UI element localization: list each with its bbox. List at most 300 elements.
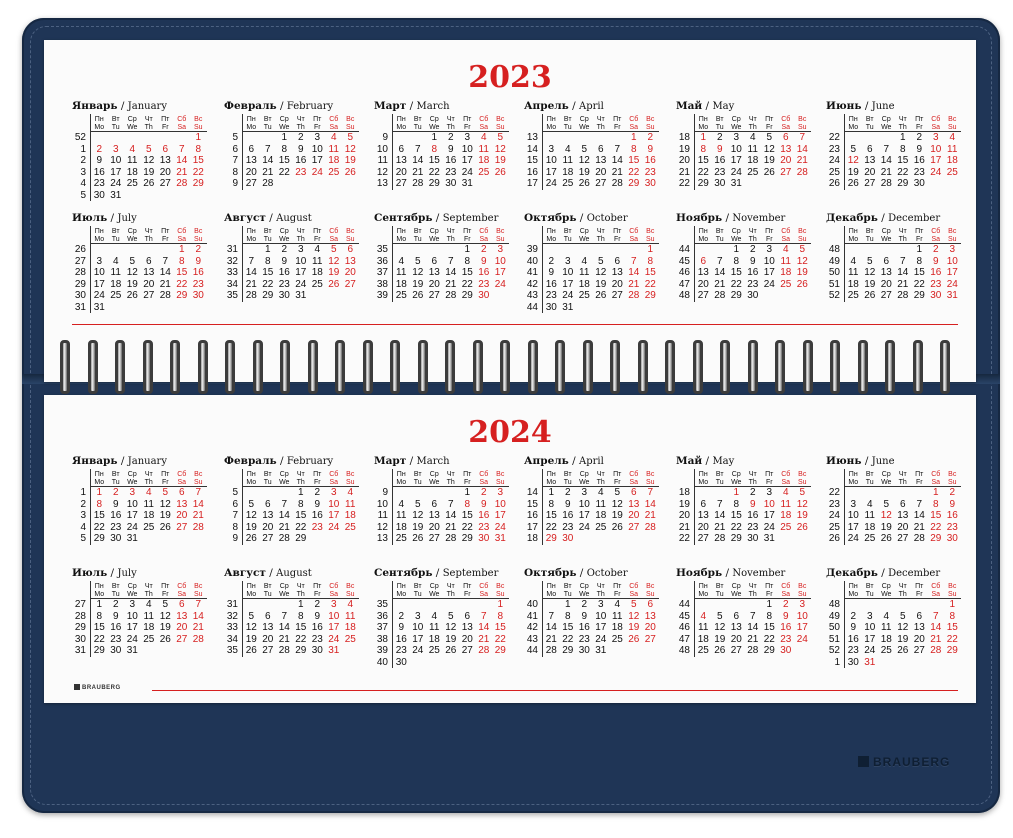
day-cell: 3 [497, 244, 504, 255]
weekday-header: Сб Sa [778, 114, 795, 132]
day-cell: 8 [647, 255, 654, 267]
day-cell: 8 [195, 143, 202, 155]
day-cell: 29 [730, 533, 742, 544]
weekday-header: Пт Fr [609, 469, 626, 487]
week-number: 35 [374, 244, 393, 256]
day-cell: 28 [930, 645, 942, 656]
weekday-header: Чт Th [443, 469, 460, 487]
week-number: 44 [676, 244, 695, 256]
day-cell: 30 [747, 290, 759, 301]
day-cell: 5 [414, 255, 421, 267]
month-title: Октябрь / October [524, 212, 628, 224]
day-cell: 21 [747, 633, 759, 645]
day-cell: 10 [295, 255, 307, 267]
day-cell: 23 [395, 645, 407, 656]
day-cell: 7 [716, 498, 723, 510]
day-cell: 3 [799, 599, 806, 610]
day-cell: 20 [428, 521, 440, 533]
weekday-header: Сб Sa [174, 226, 191, 244]
weekday-header: Пт Fr [157, 114, 174, 132]
day-cell: 22 [897, 166, 909, 178]
day-cell: 5 [581, 143, 588, 155]
month-name-ru: Март [374, 100, 407, 112]
day-cell: 7 [916, 498, 923, 510]
week-number: 26 [826, 178, 845, 190]
week-number: 30 [72, 634, 91, 646]
day-cell: 14 [192, 498, 204, 510]
day-cell: 27 [611, 290, 623, 301]
day-cell: 1 [916, 244, 923, 255]
month-title: Март / March [374, 455, 450, 467]
month-name-ru: Август [224, 212, 266, 224]
day-cell: 1 [195, 132, 202, 143]
day-cell: 16 [110, 510, 122, 521]
day-cell: 25 [780, 278, 792, 290]
day-cell: 16 [278, 267, 290, 278]
weekday-header: Пн Mo [695, 226, 712, 244]
day-cell: 20 [176, 622, 188, 633]
week-number: 4 [72, 522, 91, 534]
day-cell: 17 [494, 510, 506, 521]
month-title: Март / March [374, 100, 450, 112]
day-cell: 4 [145, 487, 152, 498]
day-cell: 12 [897, 622, 909, 633]
week-number: 31 [224, 599, 243, 611]
week-number: 37 [374, 267, 393, 279]
day-cell: 12 [412, 267, 424, 278]
day-cell: 11 [429, 622, 440, 633]
day-cell: 11 [143, 498, 154, 510]
day-cell: 31 [494, 533, 506, 544]
day-cell: 13 [176, 498, 188, 510]
day-cell: 1 [700, 132, 707, 143]
day-cell: 19 [445, 633, 457, 645]
day-cell: 12 [714, 622, 726, 633]
weekday-header: Пн Mo [91, 581, 108, 599]
weekday-header: Чт Th [593, 581, 610, 599]
day-cell: 19 [628, 622, 640, 633]
day-cell: 10 [545, 155, 557, 166]
week-number: 34 [224, 634, 243, 646]
weekday-header: Вс Su [944, 226, 961, 244]
day-cell: 19 [714, 633, 726, 645]
spiral-ring [170, 340, 180, 394]
weekday-header: Ср We [728, 581, 745, 599]
day-cell: 22 [545, 521, 557, 533]
day-cell: 17 [295, 267, 307, 278]
weekday-header: Вс Su [944, 581, 961, 599]
month-name-ru: Январь [72, 455, 118, 467]
day-cell: 10 [494, 498, 506, 510]
day-cell: 29 [946, 645, 958, 656]
day-cell: 23 [478, 521, 490, 533]
day-cell: 1 [431, 132, 438, 143]
day-cell: 6 [178, 599, 185, 610]
day-cell: 16 [562, 510, 574, 521]
weekday-header: Пт Fr [761, 114, 778, 132]
day-cell: 17 [126, 510, 138, 521]
day-cell: 6 [248, 143, 255, 155]
weekday-header: Сб Sa [626, 114, 643, 132]
day-cell: 21 [796, 155, 808, 166]
day-cell: 8 [464, 498, 471, 510]
weekday-header: Пт Fr [609, 581, 626, 599]
weekday-header: Сб Sa [778, 226, 795, 244]
day-cell: 7 [480, 610, 487, 622]
day-cell: 26 [897, 645, 909, 656]
day-cell: 25 [110, 290, 122, 301]
month-7-2023 [72, 212, 212, 313]
day-cell: 2 [548, 255, 555, 267]
day-cell: 12 [796, 498, 808, 510]
red-divider-line [152, 690, 958, 691]
spiral-ring [940, 340, 950, 394]
day-cell: 28 [278, 645, 290, 656]
day-cell: 28 [478, 645, 490, 656]
day-cell: 9 [398, 622, 405, 633]
week-number: 46 [676, 267, 695, 279]
day-cell: 16 [192, 267, 204, 278]
day-cell: 1 [497, 599, 504, 610]
month-title: Май / May [676, 100, 735, 112]
day-cell: 7 [281, 498, 288, 510]
calendar-page-2024 [44, 395, 976, 703]
day-cell: 12 [159, 498, 171, 510]
day-cell: 29 [913, 290, 925, 301]
day-cell: 19 [763, 155, 775, 166]
weekday-header: Чт Th [443, 114, 460, 132]
day-cell: 1 [733, 487, 740, 498]
day-cell: 12 [847, 155, 859, 166]
month-name-en: June [871, 456, 895, 467]
day-cell: 10 [494, 255, 506, 267]
day-cell: 26 [445, 645, 457, 656]
month-12-2024 [826, 567, 966, 668]
day-cell: 5 [414, 498, 421, 510]
day-cell: 7 [447, 498, 454, 510]
day-cell: 31 [864, 656, 876, 668]
day-cell: 17 [796, 622, 808, 633]
day-cell: 10 [126, 610, 138, 622]
day-cell: 8 [431, 143, 438, 155]
week-number: 32 [224, 611, 243, 623]
day-cell: 2 [314, 599, 321, 610]
day-cell: 27 [428, 290, 440, 301]
weekday-header: Вт Tu [260, 469, 277, 487]
day-cell: 7 [195, 487, 202, 498]
day-cell: 3 [96, 255, 103, 267]
day-cell: 23 [295, 166, 307, 178]
day-cell: 2 [447, 132, 454, 143]
day-cell: 11 [612, 610, 623, 622]
day-cell: 13 [628, 498, 640, 510]
week-number: 22 [826, 487, 845, 499]
day-cell: 2 [112, 599, 119, 610]
weekday-header: Пн Mo [543, 226, 560, 244]
day-cell: 22 [730, 278, 742, 290]
day-cell: 30 [478, 533, 490, 544]
weekday-header: Вс Su [794, 469, 811, 487]
month-6-2024 [826, 455, 966, 545]
day-cell: 11 [864, 510, 875, 521]
month-title: Январь / January [72, 455, 167, 467]
spiral-ring [885, 340, 895, 394]
day-cell: 15 [278, 155, 290, 166]
day-cell: 19 [159, 622, 171, 633]
weekday-header: Чт Th [593, 226, 610, 244]
weekday-header: Пт Fr [459, 581, 476, 599]
day-cell: 20 [628, 510, 640, 521]
day-cell: 26 [143, 178, 155, 189]
week-number: 5 [224, 132, 243, 144]
month-9-2024 [374, 567, 514, 668]
day-cell: 24 [763, 521, 775, 533]
day-cell: 29 [562, 645, 574, 656]
day-cell: 12 [864, 267, 876, 278]
month-name-en: February [286, 101, 334, 112]
day-cell: 10 [930, 143, 942, 155]
day-cell: 16 [110, 622, 122, 633]
week-number: 47 [676, 279, 695, 291]
day-cell: 5 [799, 487, 806, 498]
week-number: 50 [826, 267, 845, 279]
day-cell: 24 [328, 521, 340, 533]
day-cell: 15 [628, 155, 640, 166]
weekday-header: Ср We [878, 581, 895, 599]
day-cell: 10 [412, 622, 424, 633]
day-cell: 6 [733, 610, 740, 622]
day-cell: 26 [494, 166, 506, 178]
day-cell: 24 [494, 278, 506, 290]
day-cell: 21 [176, 166, 188, 178]
day-cell: 2 [949, 487, 956, 498]
day-cell: 3 [330, 599, 337, 610]
week-number: 31 [72, 645, 91, 657]
day-cell: 27 [262, 533, 274, 544]
day-cell: 18 [562, 166, 574, 178]
day-cell: 12 [796, 255, 808, 267]
day-cell: 15 [295, 622, 307, 633]
weekday-header: Вс Su [794, 226, 811, 244]
week-number: 24 [826, 155, 845, 167]
day-cell: 19 [847, 166, 859, 178]
day-cell: 29 [93, 645, 105, 656]
day-cell: 22 [644, 278, 656, 290]
day-cell: 16 [311, 510, 323, 521]
day-cell: 29 [897, 178, 909, 189]
day-cell: 12 [344, 143, 356, 155]
month-name-en: May [712, 456, 735, 467]
day-cell: 9 [314, 498, 321, 510]
day-cell: 23 [714, 166, 726, 178]
week-number: 35 [224, 645, 243, 657]
day-cell: 1 [297, 599, 304, 610]
day-cell: 1 [96, 487, 103, 498]
month-name-en: August [276, 213, 312, 224]
day-cell: 30 [110, 645, 122, 656]
day-cell: 25 [344, 521, 356, 533]
day-cell: 8 [766, 610, 773, 622]
day-cell: 14 [796, 143, 808, 155]
day-cell: 10 [461, 143, 473, 155]
day-cell: 19 [412, 521, 424, 533]
week-number: 21 [676, 522, 695, 534]
day-cell: 4 [330, 132, 337, 143]
day-cell: 24 [328, 633, 340, 645]
day-cell: 13 [176, 610, 188, 622]
day-cell: 24 [126, 633, 138, 645]
day-cell: 28 [714, 290, 726, 301]
day-cell: 7 [178, 143, 185, 155]
week-number: 8 [224, 522, 243, 534]
day-cell: 29 [93, 533, 105, 544]
week-number: 15 [524, 155, 543, 167]
day-cell: 12 [611, 498, 623, 510]
day-cell: 21 [913, 521, 925, 533]
week-number: 16 [524, 167, 543, 179]
weekday-header: Вс Su [944, 114, 961, 132]
day-cell: 15 [946, 622, 958, 633]
month-name-en: April [579, 101, 604, 112]
day-cell: 9 [281, 255, 288, 267]
day-cell: 28 [192, 521, 204, 533]
week-number: 20 [676, 510, 695, 522]
week-number: 2 [72, 155, 91, 167]
week-number: 30 [72, 290, 91, 302]
day-cell: 28 [262, 178, 274, 189]
week-number: 25 [826, 167, 845, 179]
month-name-ru: Октябрь [524, 212, 577, 224]
day-cell: 14 [611, 155, 623, 166]
day-cell: 22 [697, 166, 709, 178]
day-cell: 28 [192, 633, 204, 645]
spiral-ring [280, 340, 290, 394]
day-cell: 22 [428, 166, 440, 178]
day-cell: 1 [178, 244, 185, 255]
weekday-header: Ср We [728, 469, 745, 487]
day-cell: 8 [464, 255, 471, 267]
day-cell: 2 [195, 244, 202, 255]
day-cell: 27 [395, 178, 407, 189]
day-cell: 18 [747, 155, 759, 166]
weekday-header: Вс Su [342, 469, 359, 487]
weekday-header: Вт Tu [560, 469, 577, 487]
week-number: 35 [374, 599, 393, 611]
weekday-header: Вт Tu [712, 469, 729, 487]
day-cell: 29 [176, 290, 188, 301]
weekday-header: Вт Tu [712, 226, 729, 244]
day-cell: 7 [799, 132, 806, 143]
weekday-header: Вс Su [342, 581, 359, 599]
day-cell: 30 [714, 178, 726, 189]
day-cell: 24 [763, 278, 775, 290]
day-cell: 26 [847, 178, 859, 189]
day-cell: 14 [714, 267, 726, 278]
weekday-header: Чт Th [293, 114, 310, 132]
day-cell: 22 [192, 166, 204, 178]
day-cell: 21 [478, 633, 490, 645]
day-cell: 18 [143, 510, 155, 521]
day-cell: 25 [611, 633, 623, 645]
weekday-header: Сб Sa [778, 469, 795, 487]
day-cell: 18 [143, 622, 155, 633]
day-cell: 16 [578, 622, 590, 633]
day-cell: 28 [611, 178, 623, 189]
day-cell: 10 [595, 610, 607, 622]
spiral-ring [390, 340, 400, 394]
day-cell: 6 [464, 610, 471, 622]
day-cell: 20 [395, 166, 407, 178]
month-name-en: October [586, 568, 628, 579]
day-cell: 12 [578, 155, 590, 166]
day-cell: 13 [428, 267, 440, 278]
day-cell: 20 [880, 278, 892, 290]
day-cell: 3 [866, 610, 873, 622]
day-cell: 26 [126, 290, 138, 301]
day-cell: 12 [445, 622, 457, 633]
day-cell: 3 [564, 255, 571, 267]
spiral-ring [115, 340, 125, 394]
day-cell: 15 [930, 510, 942, 521]
weekday-header: Вс Su [492, 226, 509, 244]
week-number: 1 [72, 487, 91, 499]
day-cell: 6 [431, 498, 438, 510]
day-cell: 10 [562, 267, 574, 278]
day-cell: 17 [730, 155, 742, 166]
spiral-ring [500, 340, 510, 394]
day-cell: 20 [730, 633, 742, 645]
month-1-2023 [72, 100, 212, 201]
day-cell: 23 [930, 278, 942, 290]
weekday-header: Вт Tu [560, 114, 577, 132]
month-name-ru: Ноябрь [676, 567, 723, 579]
weekday-header: Вс Su [642, 469, 659, 487]
day-cell: 14 [445, 267, 457, 278]
weekday-header: Чт Th [141, 581, 158, 599]
day-cell: 23 [93, 178, 105, 189]
day-cell: 19 [578, 166, 590, 178]
day-cell: 12 [763, 143, 775, 155]
day-cell: 31 [126, 533, 138, 544]
day-cell: 24 [946, 278, 958, 290]
day-cell: 12 [880, 510, 892, 521]
day-cell: 2 [480, 487, 487, 498]
week-number: 41 [524, 611, 543, 623]
day-cell: 16 [644, 155, 656, 166]
week-number: 18 [676, 132, 695, 144]
weekday-header: Пн Mo [543, 114, 560, 132]
day-cell: 17 [126, 622, 138, 633]
weekday-header: Вт Tu [260, 114, 277, 132]
day-cell: 4 [866, 498, 873, 510]
day-cell: 26 [595, 290, 607, 301]
day-cell: 10 [796, 610, 808, 622]
day-cell: 14 [262, 155, 274, 166]
weekday-header: Ср We [728, 114, 745, 132]
weekday-header: Вт Tu [560, 226, 577, 244]
day-cell: 18 [880, 633, 892, 645]
day-cell: 14 [644, 498, 656, 510]
day-cell: 1 [766, 599, 773, 610]
week-number: 26 [826, 533, 845, 545]
day-cell: 20 [461, 633, 473, 645]
day-cell: 6 [264, 610, 271, 622]
day-cell: 8 [178, 255, 185, 267]
day-cell: 9 [949, 498, 956, 510]
spiral-ring [913, 340, 923, 394]
day-cell: 1 [96, 599, 103, 610]
day-cell: 7 [248, 255, 255, 267]
